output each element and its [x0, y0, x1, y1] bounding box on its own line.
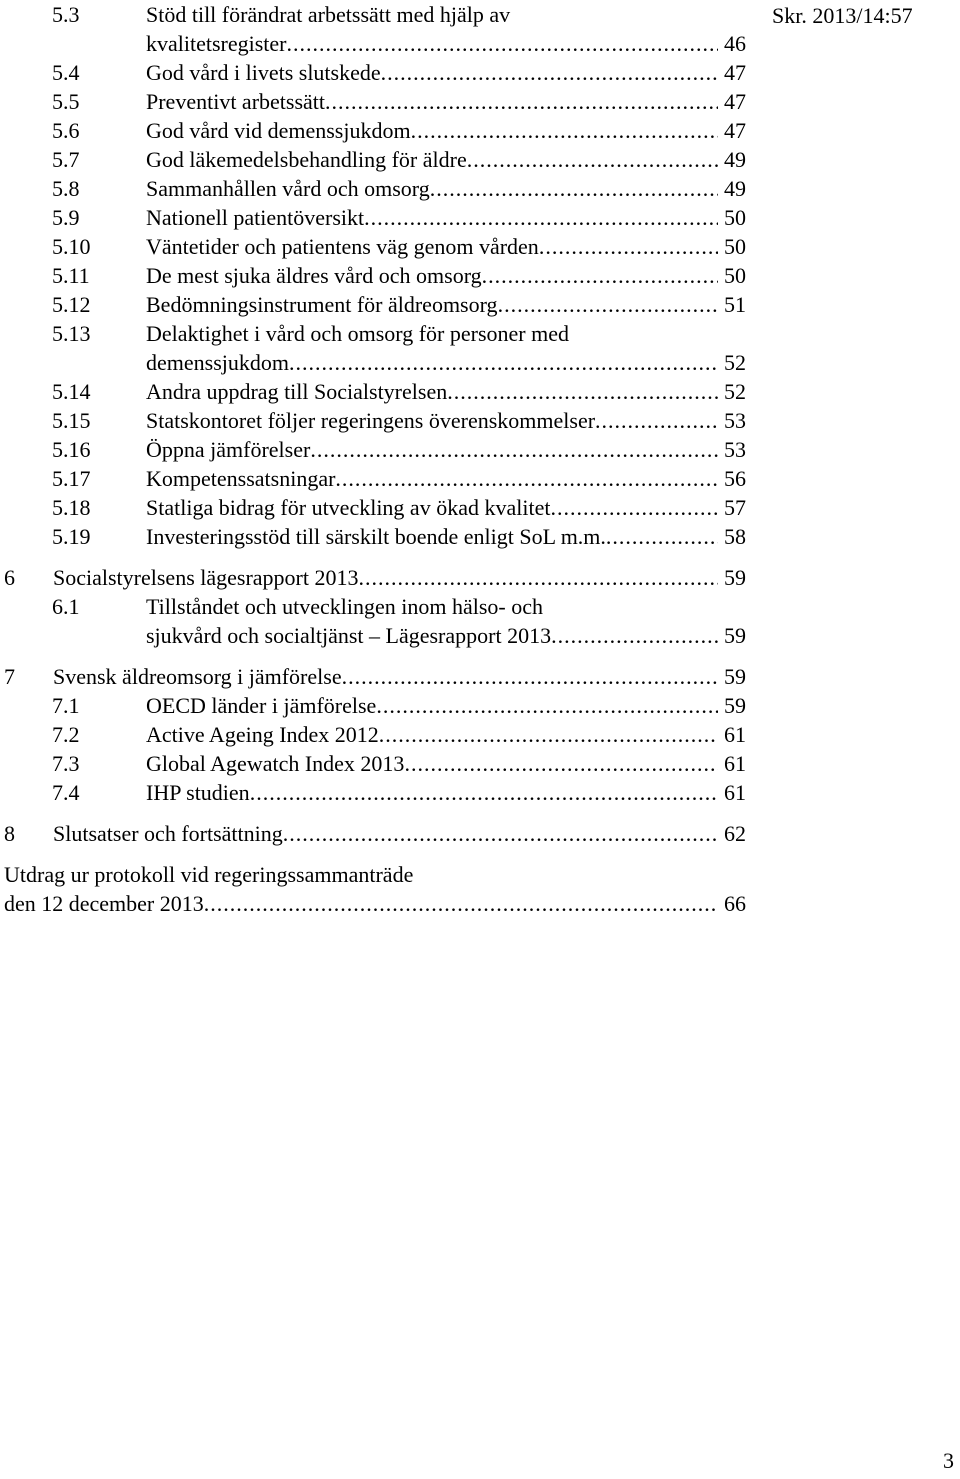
toc-page-number: 46	[724, 31, 746, 56]
toc-page-number: 50	[724, 263, 746, 288]
toc-entry-number: 5.9	[52, 205, 80, 230]
dot-leader	[342, 662, 718, 691]
toc-entry-number: 5.16	[52, 437, 91, 462]
toc-entry-number: 5.6	[52, 118, 80, 143]
toc-entry-number: 6.1	[52, 594, 80, 619]
toc-entry-title: God vård i livets slutskede	[146, 60, 381, 85]
toc-entry-title: Kompetenssatsningar	[146, 466, 336, 491]
toc-entry-title: sjukvård och socialtjänst – Lägesrapport 2013	[146, 623, 552, 648]
dot-leader	[467, 145, 718, 174]
toc-entry-title: Delaktighet i vård och omsorg för personer med	[146, 321, 569, 346]
toc-entry-5-11[interactable]	[4, 261, 746, 290]
dot-leader	[539, 232, 718, 261]
dot-leader	[404, 749, 718, 778]
toc-entry-5-3[interactable]	[4, 0, 746, 29]
toc-entry-5-14[interactable]	[4, 377, 746, 406]
dot-leader	[289, 348, 718, 377]
toc-entry-title: Active Ageing Index 2012	[146, 722, 379, 747]
toc-chapter-title: Socialstyrelsens lägesrapport 2013	[53, 565, 359, 590]
toc-page-number: 50	[724, 234, 746, 259]
toc-entry-5-13-continued[interactable]	[4, 348, 746, 377]
toc-entry-number: 5.10	[52, 234, 91, 259]
dot-leader	[498, 290, 718, 319]
toc-entry-number: 5.3	[52, 2, 80, 27]
toc-extract-continued[interactable]	[4, 889, 746, 918]
toc-entry-title: Bedömningsinstrument för äldreomsorg	[146, 292, 498, 317]
toc-page-number: 53	[724, 437, 746, 462]
toc-chapter-number: 8	[4, 821, 15, 846]
toc-entry-number: 7.2	[52, 722, 80, 747]
toc-entry-7-3[interactable]	[4, 749, 746, 778]
toc-page-number: 61	[724, 751, 746, 776]
toc-entry-number: 5.7	[52, 147, 80, 172]
toc-entry-5-15[interactable]	[4, 406, 746, 435]
toc-chapter-title: Slutsatser och fortsättning	[53, 821, 283, 846]
toc-entry-number: 5.12	[52, 292, 91, 317]
toc-entry-5-3-continued[interactable]	[4, 29, 746, 58]
toc-page-number: 47	[724, 89, 746, 114]
toc-page-number: 58	[724, 524, 746, 549]
toc-page-number: 57	[724, 495, 746, 520]
toc-page-number: 61	[724, 780, 746, 805]
toc-entry-number: 5.5	[52, 89, 80, 114]
toc-entry-number: 5.14	[52, 379, 91, 404]
dot-leader	[447, 377, 718, 406]
document-reference: Skr. 2013/14:57	[772, 3, 913, 28]
dot-leader	[310, 435, 718, 464]
toc-entry-5-4[interactable]	[4, 58, 746, 87]
toc-entry-title: Statliga bidrag för utveckling av ökad kvalitet	[146, 495, 551, 520]
toc-entry-5-17[interactable]	[4, 464, 746, 493]
toc-page-number: 56	[724, 466, 746, 491]
toc-page-number: 66	[724, 891, 746, 916]
toc-entry-title: Preventivt arbetssätt	[146, 89, 326, 114]
toc-entry-5-12[interactable]	[4, 290, 746, 319]
toc-entry-title: Nationell patientöversikt	[146, 205, 365, 230]
dot-leader	[364, 203, 718, 232]
toc-entry-5-13[interactable]	[4, 319, 746, 348]
toc-entry-title: God läkemedelsbehandling för äldre	[146, 147, 467, 172]
toc-entry-6-1[interactable]	[4, 592, 746, 621]
dot-leader	[606, 522, 718, 551]
toc-entry-5-16[interactable]	[4, 435, 746, 464]
dot-leader	[283, 819, 718, 848]
toc-entry-title: Andra uppdrag till Socialstyrelsen	[146, 379, 448, 404]
toc-entry-7-2[interactable]	[4, 720, 746, 749]
toc-entry-title: God vård vid demenssjukdom	[146, 118, 411, 143]
dot-leader	[551, 621, 718, 650]
dot-leader	[359, 563, 719, 592]
table-of-contents	[4, 0, 746, 918]
toc-page-number: 47	[724, 118, 746, 143]
toc-entry-number: 7.1	[52, 693, 80, 718]
dot-leader	[411, 116, 718, 145]
dot-leader	[379, 720, 718, 749]
toc-entry-number: 7.4	[52, 780, 80, 805]
dot-leader	[325, 87, 718, 116]
dot-leader	[430, 174, 718, 203]
toc-page-number: 50	[724, 205, 746, 230]
toc-page-number: 62	[724, 821, 746, 846]
toc-entry-number: 5.17	[52, 466, 91, 491]
toc-entry-number: 5.13	[52, 321, 91, 346]
toc-entry-title: IHP studien	[146, 780, 250, 805]
toc-entry-6-1-continued[interactable]	[4, 621, 746, 650]
toc-page-number: 52	[724, 379, 746, 404]
toc-entry-number: 5.15	[52, 408, 91, 433]
dot-leader	[595, 406, 718, 435]
toc-entry-title: Väntetider och patientens väg genom vården	[146, 234, 539, 259]
toc-extract[interactable]	[4, 860, 746, 889]
dot-leader	[335, 464, 718, 493]
toc-entry-title: OECD länder i jämförelse	[146, 693, 377, 718]
toc-page-number: 52	[724, 350, 746, 375]
toc-entry-title: Statskontoret följer regeringens överenskommelser	[146, 408, 596, 433]
dot-leader	[381, 58, 718, 87]
toc-page-number: 59	[724, 565, 746, 590]
toc-entry-number: 5.4	[52, 60, 80, 85]
toc-chapter-number: 7	[4, 664, 15, 689]
toc-entry-7-1[interactable]	[4, 691, 746, 720]
dot-leader	[250, 778, 718, 807]
toc-entry-title: Sammanhållen vård och omsorg	[146, 176, 430, 201]
toc-extract-title: den 12 december 2013	[4, 891, 204, 916]
toc-entry-number: 5.18	[52, 495, 91, 520]
dot-leader	[376, 691, 718, 720]
toc-entry-number: 5.19	[52, 524, 91, 549]
toc-entry-5-10[interactable]	[4, 232, 746, 261]
toc-entry-7-4[interactable]	[4, 778, 746, 807]
toc-entry-title: De mest sjuka äldres vård och omsorg	[146, 263, 482, 288]
toc-entry-title: kvalitetsregister	[146, 31, 287, 56]
toc-page-number: 59	[724, 623, 746, 648]
toc-entry-5-5[interactable]	[4, 87, 746, 116]
toc-entry-5-8[interactable]	[4, 174, 746, 203]
toc-page-number: 49	[724, 147, 746, 172]
toc-entry-title: Stöd till förändrat arbetssätt med hjälp av	[146, 2, 511, 27]
toc-entry-number: 5.8	[52, 176, 80, 201]
dot-leader	[287, 29, 718, 58]
toc-chapter-title: Svensk äldreomsorg i jämförelse	[53, 664, 342, 689]
toc-extract-title: Utdrag ur protokoll vid regeringssammanträde	[4, 862, 414, 887]
toc-page-number: 47	[724, 60, 746, 85]
toc-entry-title: Global Agewatch Index 2013	[146, 751, 405, 776]
toc-page-number: 59	[724, 664, 746, 689]
toc-page-number: 53	[724, 408, 746, 433]
toc-entry-5-9[interactable]	[4, 203, 746, 232]
toc-entry-5-18[interactable]	[4, 493, 746, 522]
toc-entry-number: 5.11	[52, 263, 90, 288]
toc-entry-5-7[interactable]	[4, 145, 746, 174]
dot-leader	[550, 493, 718, 522]
toc-chapter-8[interactable]	[4, 819, 746, 848]
toc-chapter-number: 6	[4, 565, 15, 590]
toc-entry-title: demenssjukdom	[146, 350, 289, 375]
toc-page-number: 61	[724, 722, 746, 747]
toc-page-number: 49	[724, 176, 746, 201]
toc-entry-title: Öppna jämförelser	[146, 437, 311, 462]
toc-chapter-7[interactable]	[4, 662, 746, 691]
toc-chapter-6[interactable]	[4, 563, 746, 592]
toc-entry-title: Tillståndet och utvecklingen inom hälso- och	[146, 594, 543, 619]
toc-page-number: 51	[724, 292, 746, 317]
dot-leader	[482, 261, 718, 290]
dot-leader	[204, 889, 718, 918]
toc-entry-title: Investeringsstöd till särskilt boende enligt SoL m.m.	[146, 524, 606, 549]
page-number: 3	[943, 1448, 954, 1473]
toc-entry-5-19[interactable]	[4, 522, 746, 551]
toc-page-number: 59	[724, 693, 746, 718]
toc-entry-number: 7.3	[52, 751, 80, 776]
toc-entry-5-6[interactable]	[4, 116, 746, 145]
